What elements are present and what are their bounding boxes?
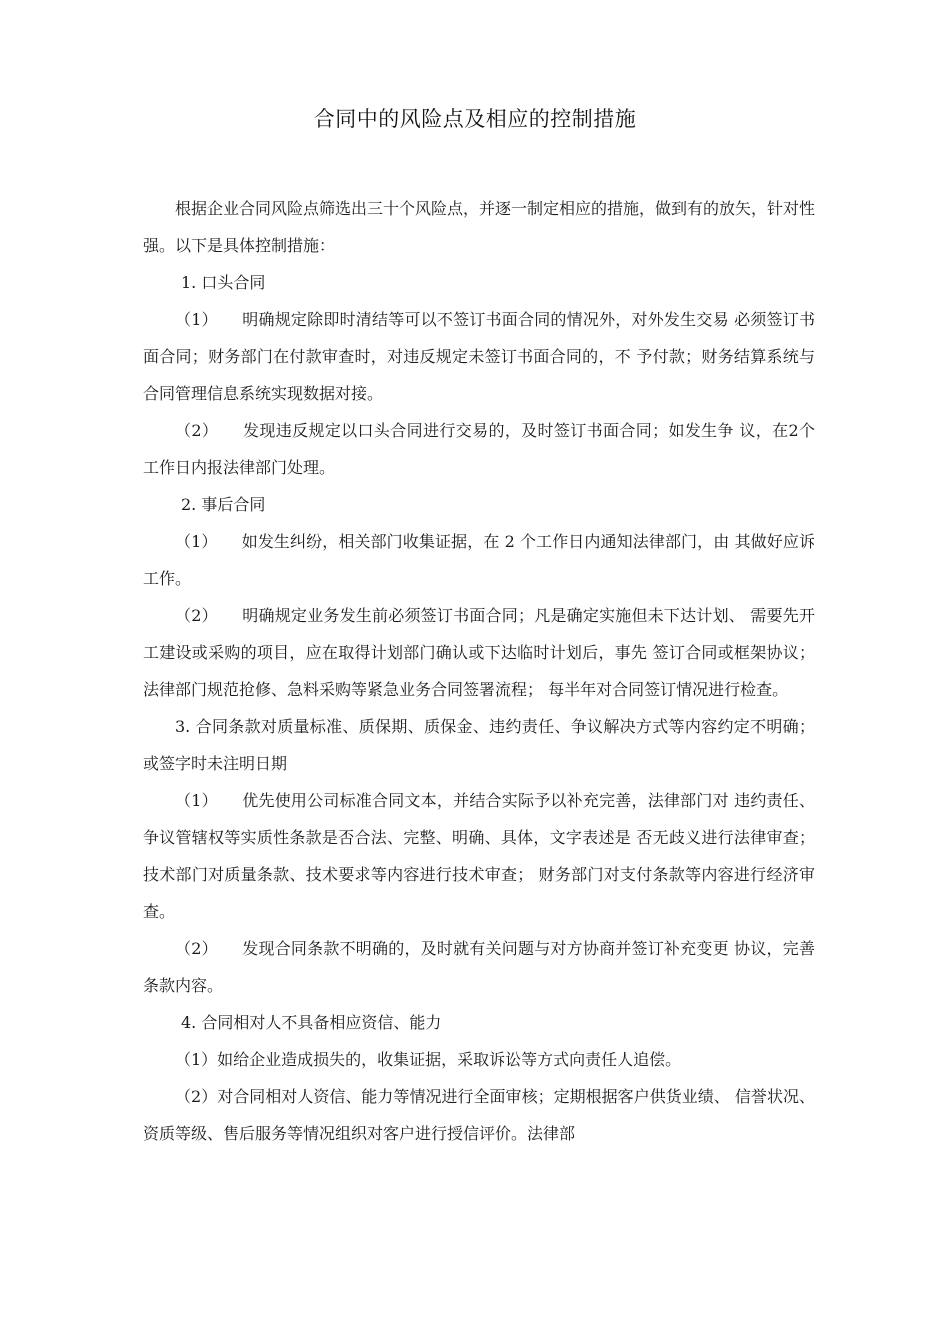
section-heading-2: 2. 事后合同	[181, 495, 266, 514]
section-3-item-1: （1） 优先使用公司标准合同文本，并结合实际予以补充完善，法律部门对 违约责任、争议管辖权等实质性条款是否合法、完整、明确、具体，文字表述是 否无歧义进行法律审查；技术部门对质量条款、技术要求等内容进行技术审查； 财务部门对支付条款等内容进行经济审查。	[143, 791, 815, 921]
section-heading-1: 1. 口头合同	[181, 273, 266, 292]
document-body	[143, 190, 815, 1152]
section-3-item-2: （2） 发现合同条款不明确的，及时就有关问题与对方协商并签订补充变更 协议，完善条款内容。	[143, 939, 815, 995]
section-1-item-2: （2） 发现违反规定以口头合同进行交易的，及时签订书面合同；如发生争 议，在2个工作日内报法律部门处理。	[143, 421, 815, 477]
intro-paragraph: 根据企业合同风险点筛选出三十个风险点，并逐一制定相应的措施，做到有的放矢，针对性强。以下是具体控制措施：	[143, 199, 816, 255]
section-4-item-1: （1）如给企业造成损失的，收集证据，采取诉讼等方式向责任人追偿。	[175, 1050, 682, 1069]
section-2-item-2: （2） 明确规定业务发生前必须签订书面合同；凡是确定实施但未下达计划、 需要先开工建设或采购的项目，应在取得计划部门确认或下达临时计划后，事先 签订合同或框架协议；法律部门规范抢修、急料采购等紧急业务合同签署流程； 每半年对合同签订情况进行检查。	[143, 606, 815, 699]
section-1-item-1: （1） 明确规定除即时清结等可以不签订书面合同的情况外，对外发生交易 必须签订书面合同；财务部门在付款审查时，对违反规定未签订书面合同的，不 予付款；财务结算系统与合同管理信息系统实现数据对接。	[143, 310, 815, 403]
section-4-item-2: （2）对合同相对人资信、能力等情况进行全面审核；定期根据客户供货业绩、 信誉状况、资质等级、售后服务等情况组织对客户进行授信评价。法律部	[143, 1087, 815, 1143]
section-heading-3: 3. 合同条款对质量标准、质保期、质保金、违约责任、争议解决方式等内容约定不明确；或签字时未注明日期	[143, 717, 815, 773]
section-heading-4: 4. 合同相对人不具备相应资信、能力	[181, 1013, 442, 1032]
section-2-item-1: （1） 如发生纠纷，相关部门收集证据，在 2 个工作日内通知法律部门，由 其做好应诉工作。	[143, 532, 815, 588]
document-title: 合同中的风险点及相应的控制措施	[313, 107, 637, 131]
